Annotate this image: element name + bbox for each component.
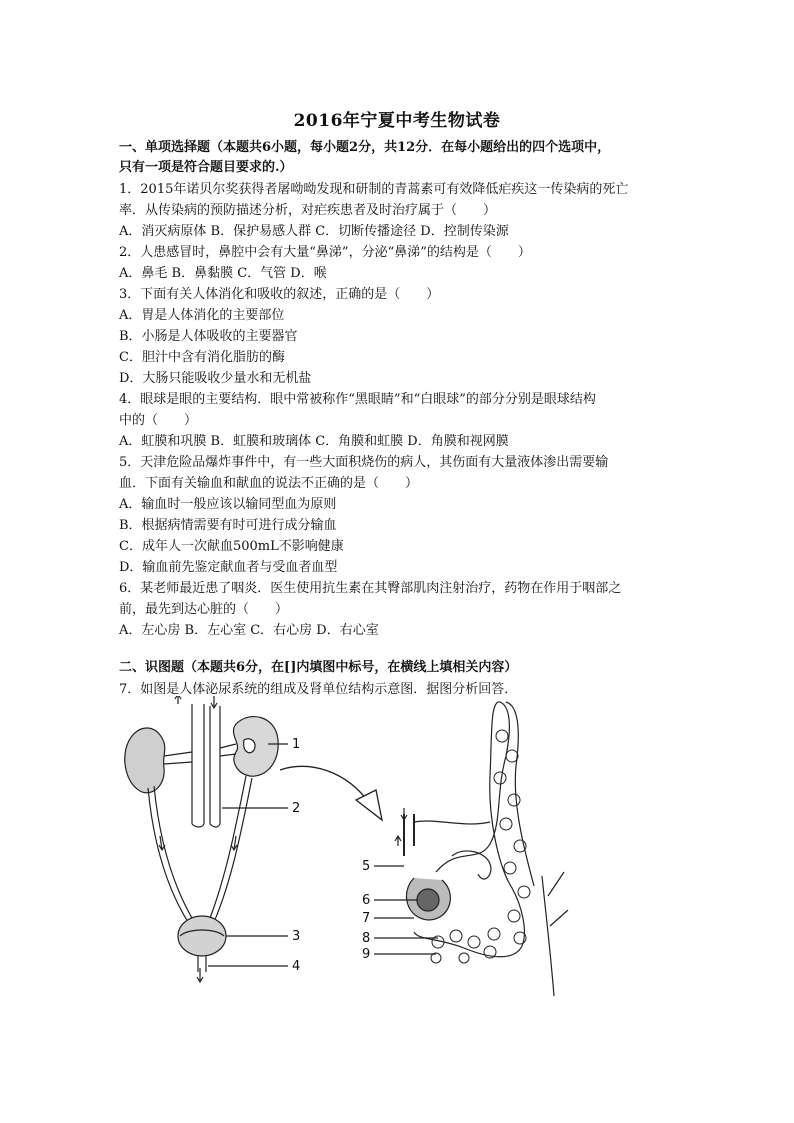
label-8: 8 bbox=[362, 931, 371, 946]
q4-options: A．虹膜和巩膜 B．虹膜和玻璃体 C．角膜和虹膜 D．角膜和视网膜 bbox=[119, 434, 509, 449]
section1-heading-line2: 只有一项是符合题目要求的.） bbox=[119, 160, 293, 175]
q4-stem-line2: 中的（ ） bbox=[119, 413, 198, 428]
urinary-system-figure bbox=[118, 696, 578, 996]
q4-stem-line1: 4．眼球是眼的主要结构．眼中常被称作“黑眼睛”和“白眼球”的部分分别是眼球结构 bbox=[119, 392, 596, 407]
connector-arrow bbox=[280, 766, 370, 804]
collecting-duct bbox=[542, 872, 568, 996]
q3-option-c: C．胆汁中含有消化脂肪的酶 bbox=[119, 350, 285, 365]
label-3: 3 bbox=[292, 929, 301, 944]
section1-heading-line1: 一、单项选择题（本题共6小题，每小题2分，共12分．在每小题给出的四个选项中， bbox=[119, 140, 611, 155]
label-5: 5 bbox=[362, 859, 371, 874]
q5-option-a: A．输血时一般应该以输同型血为原则 bbox=[119, 497, 337, 512]
urethra bbox=[198, 956, 206, 972]
q1-stem-line2: 率．从传染病的预防描述分析，对疟疾患者及时治疗属于（ ） bbox=[119, 203, 497, 218]
q6-stem-line2: 前，最先到达心脏的（ ） bbox=[119, 602, 289, 617]
q5-option-c: C．成年人一次献血500mL不影响健康 bbox=[119, 539, 344, 554]
q3-option-d: D．大肠只能吸收少量水和无机盐 bbox=[119, 371, 312, 386]
q6-options: A．左心房 B．左心室 C．右心房 D．右心室 bbox=[119, 623, 379, 638]
q3-option-b: B．小肠是人体吸收的主要器官 bbox=[119, 329, 298, 344]
left-kidney bbox=[125, 728, 165, 793]
q1-stem-line1: 1．2015年诺贝尔奖获得者屠呦呦发现和研制的青蒿素可有效降低疟疾这一传染病的死亡 bbox=[119, 182, 629, 197]
q5-option-d: D．输血前先鉴定献血者与受血者血型 bbox=[119, 560, 338, 575]
q6-stem-line1: 6．某老师最近患了咽炎．医生使用抗生素在其臀部肌肉注射治疗，药物在作用于咽部之 bbox=[119, 581, 622, 596]
section2-heading: 二、识图题（本题共6分，在[]内填图中标号，在横线上填相关内容） bbox=[119, 660, 518, 675]
afferent-arteriole bbox=[404, 814, 414, 856]
q5-stem-line1: 5．天津危险品爆炸事件中，有一些大面积烧伤的病人，其伤面有大量液体渗出需要输 bbox=[119, 455, 609, 470]
label-2: 2 bbox=[292, 801, 301, 816]
label-7: 7 bbox=[362, 911, 371, 926]
q7-stem: 7．如图是人体泌尿系统的组成及肾单位结构示意图．据图分析回答． bbox=[119, 682, 518, 697]
right-kidney bbox=[233, 717, 278, 777]
label-6: 6 bbox=[362, 893, 371, 908]
label-1: 1 bbox=[292, 737, 301, 752]
label-4: 4 bbox=[292, 959, 301, 974]
q2-stem: 2．人患感冒时，鼻腔中会有大量“鼻涕”，分泌“鼻涕”的结构是（ ） bbox=[119, 245, 531, 260]
q5-option-b: B．根据病情需要有时可进行成分输血 bbox=[119, 518, 337, 533]
q5-stem-line2: 血．下面有关输血和献血的说法不正确的是（ ） bbox=[119, 476, 419, 491]
aorta bbox=[192, 704, 220, 824]
q3-stem: 3．下面有关人体消化和吸收的叙述，正确的是（ ） bbox=[119, 287, 440, 302]
capillary-network bbox=[431, 730, 530, 963]
q1-options: A．消灭病原体 B．保护易感人群 C．切断传播途径 D．控制传染源 bbox=[119, 224, 509, 239]
q2-options: A．鼻毛 B．鼻黏膜 C．气管 D．喉 bbox=[119, 266, 327, 281]
label-9: 9 bbox=[362, 947, 371, 962]
left-ureter bbox=[154, 786, 192, 918]
page-title: 2016年宁夏中考生物试卷 bbox=[293, 111, 501, 131]
bladder bbox=[178, 916, 226, 956]
right-ureter bbox=[210, 776, 246, 918]
q3-option-a: A．胃是人体消化的主要部位 bbox=[119, 308, 285, 323]
